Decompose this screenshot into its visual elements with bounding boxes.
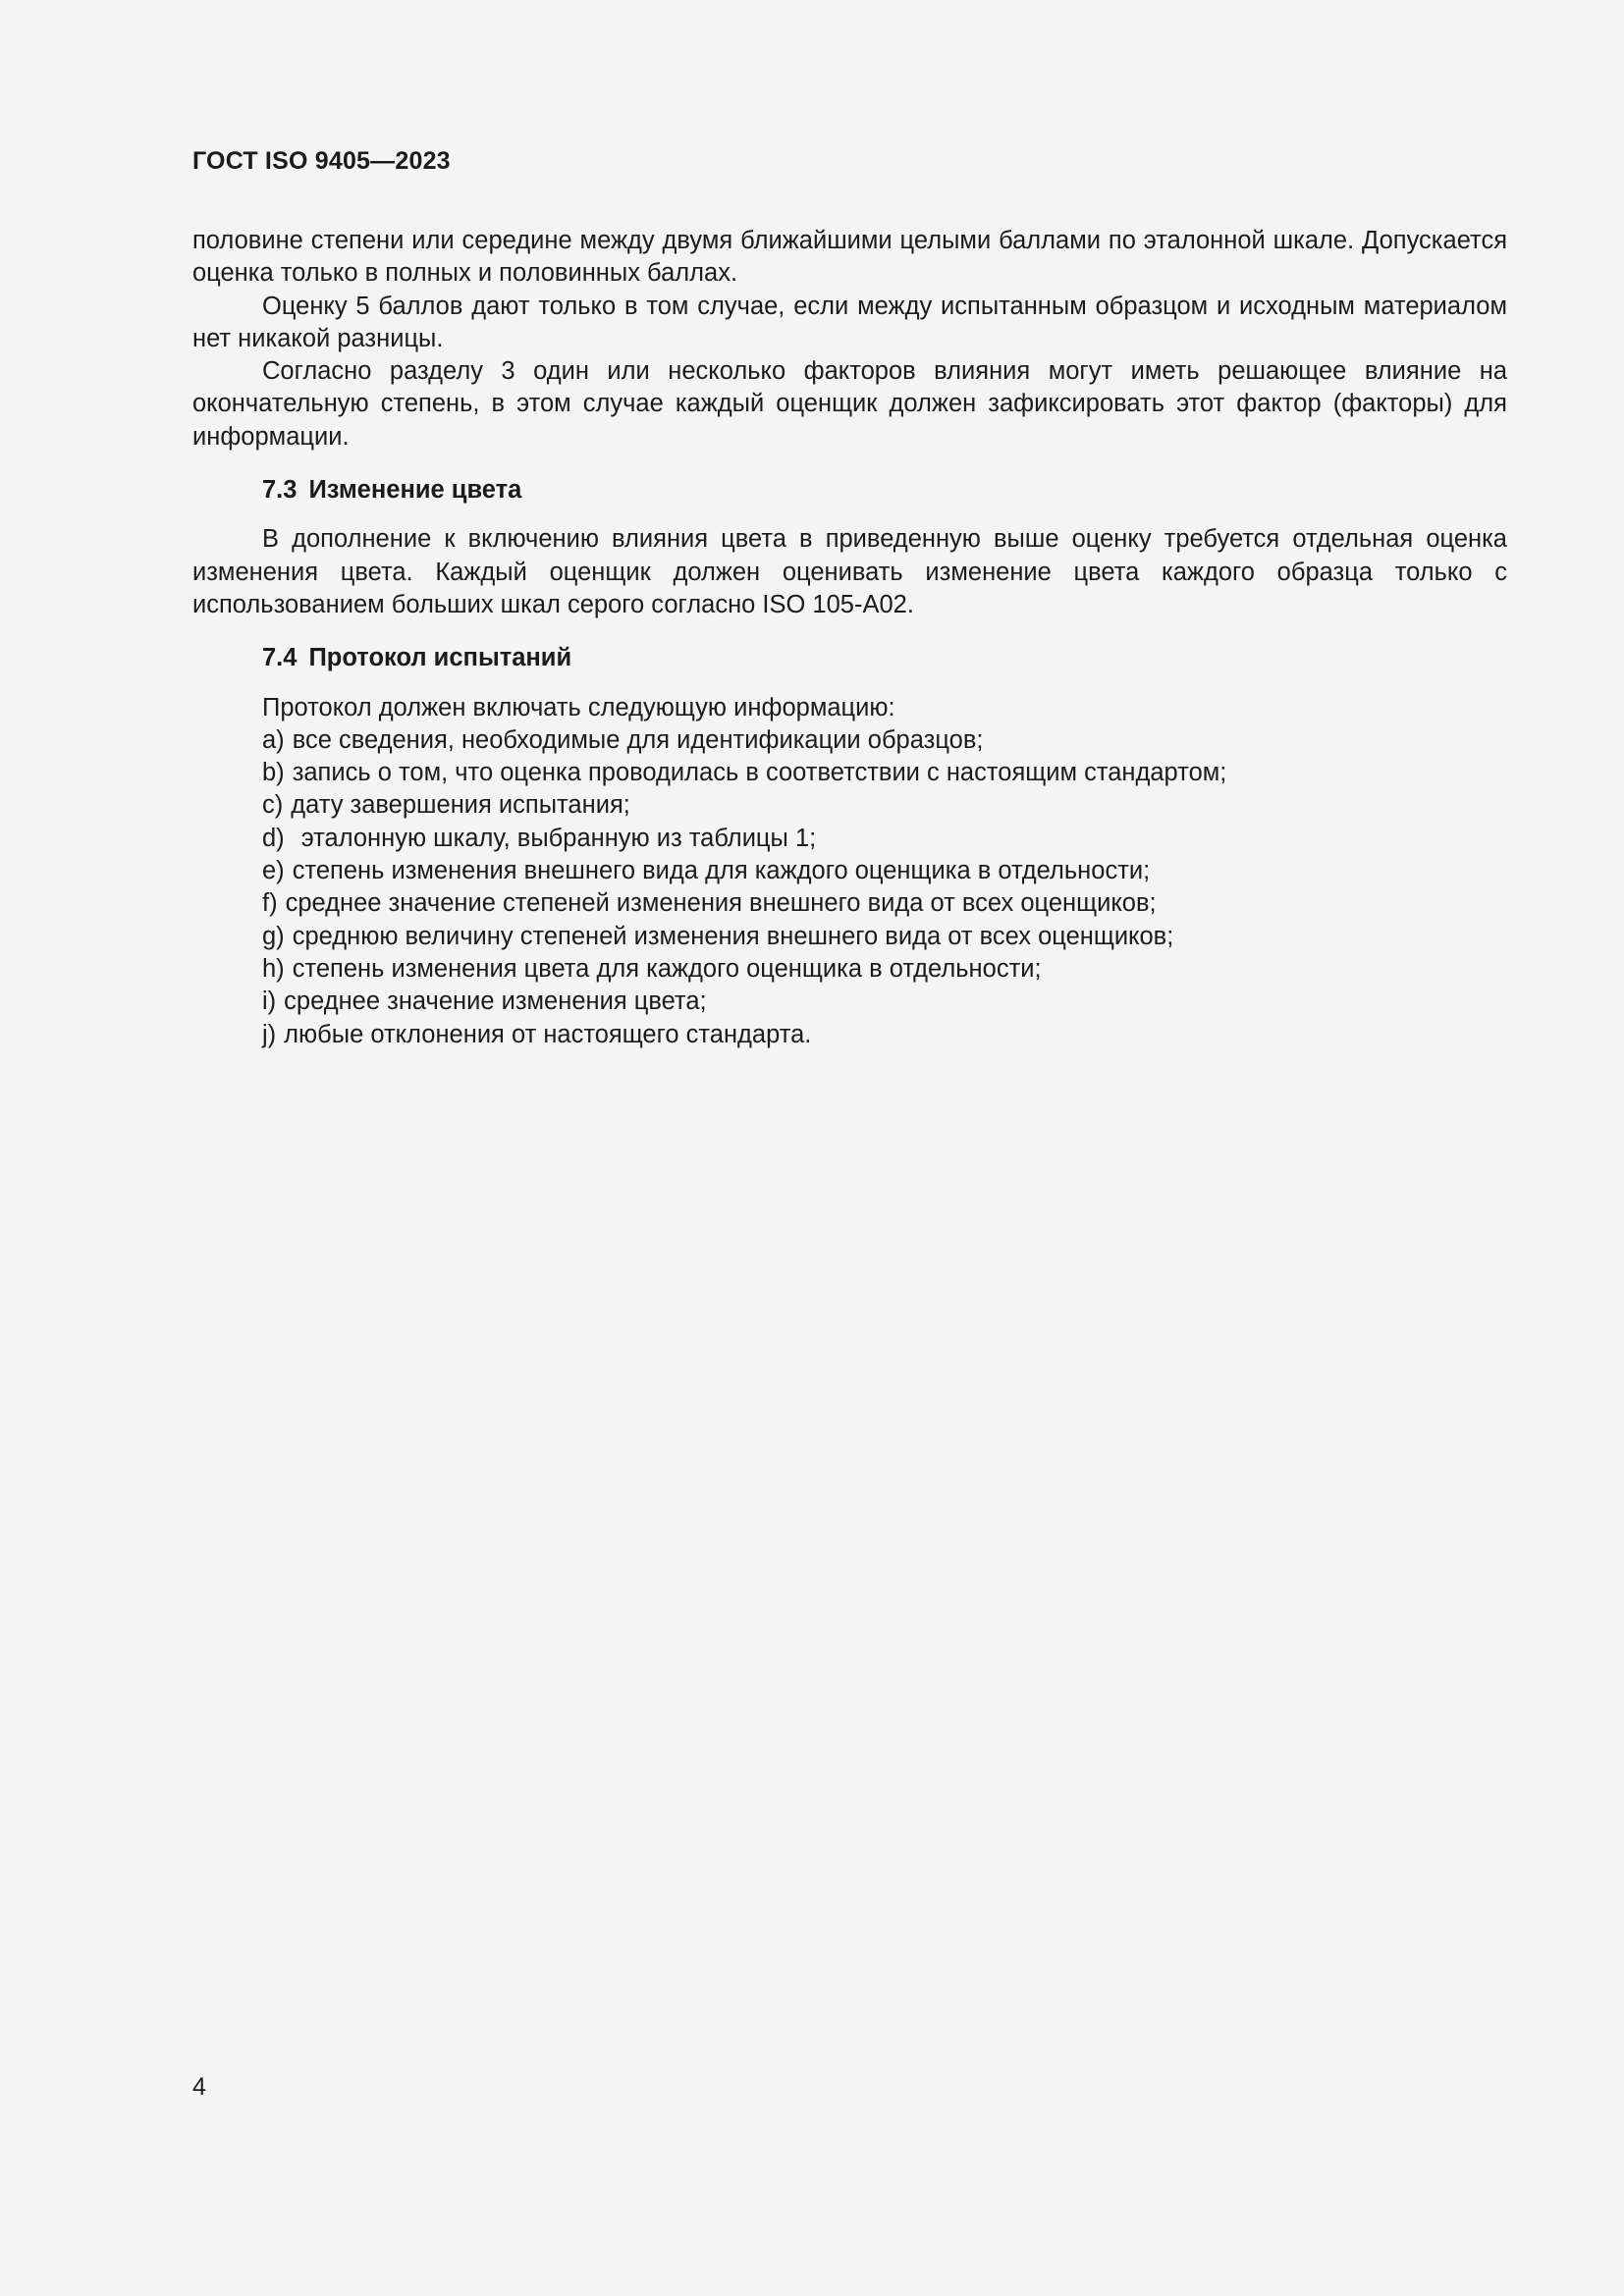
list-item [192,887,1507,920]
report-items-list [192,724,1507,1051]
list-marker: g) [262,922,285,950]
list-marker: b) [262,759,285,787]
list-item [192,921,1507,953]
section-7-4-intro: Протокол должен включать следующую информацию: [262,693,895,721]
list-item [192,757,1507,789]
list-marker: i) [262,988,277,1016]
list-item-text: степень изменения цвета для каждого оценщика в отдельности; [292,954,1042,983]
document-header: ГОСТ ISO 9405—2023 [192,147,451,175]
section-7-3-text: В дополнение к включению влияния цвета в приведенную выше оценку требуется отдельная оценка изменения цвета. Каждый оценщик должен оценивать изменение цвета каждого образца только с использованием больших шкал серого согласно ISO 105-A02. [192,525,1507,618]
section-number: 7.3 [262,476,298,505]
list-marker: h) [262,954,285,983]
section-7-4-heading [192,642,1507,674]
list-item-text: любые отклонения от настоящего стандарта. [284,1020,812,1048]
list-marker: d) [262,824,285,852]
page-body [192,225,1507,1051]
list-item-text: среднее значение степеней изменения внешнего вида от всех оценщиков; [285,889,1157,918]
list-item-text: среднее значение изменения цвета; [284,988,707,1016]
list-item [192,823,1507,855]
list-item-text: степень изменения внешнего вида для каждого оценщика в отдельности; [292,857,1151,885]
list-marker: a) [262,725,285,754]
section-title: Протокол испытаний [308,644,572,672]
list-item-text: все сведения, необходимые для идентификации образцов; [292,725,984,754]
paragraph-influence-factors: Согласно разделу 3 один или несколько факторов влияния могут иметь решающее влияние на окончательную степень, в этом случае каждый оценщик должен зафиксировать этот фактор (факторы) для информации. [192,357,1507,451]
section-title: Изменение цвета [308,476,522,505]
page-number: 4 [192,2073,206,2101]
list-item [192,724,1507,757]
list-marker: c) [262,791,284,820]
list-item [192,855,1507,887]
list-item-text: дату завершения испытания; [291,791,630,820]
list-marker: f) [262,889,278,918]
section-7-3-heading [192,474,1507,507]
paragraph-continuation: половине степени или середине между двумя ближайшими целыми баллами по эталонной шкале. Допускается оценка только в полных и половинных баллах. [192,227,1507,288]
list-item-text: среднюю величину степеней изменения внешнего вида от всех оценщиков; [292,922,1174,950]
paragraph-grade-five: Оценку 5 баллов дают только в том случае, если между испытанным образцом и исходным материалом нет никакой разницы. [192,292,1507,352]
list-item [192,986,1507,1018]
list-marker: j) [262,1020,277,1048]
list-item [192,953,1507,986]
list-item [192,1019,1507,1051]
section-number: 7.4 [262,644,298,672]
list-marker: e) [262,857,285,885]
list-item-text: запись о том, что оценка проводилась в соответствии с настоящим стандартом; [292,759,1227,787]
list-item [192,789,1507,822]
list-item-text: эталонную шкалу, выбранную из таблицы 1; [300,824,817,852]
